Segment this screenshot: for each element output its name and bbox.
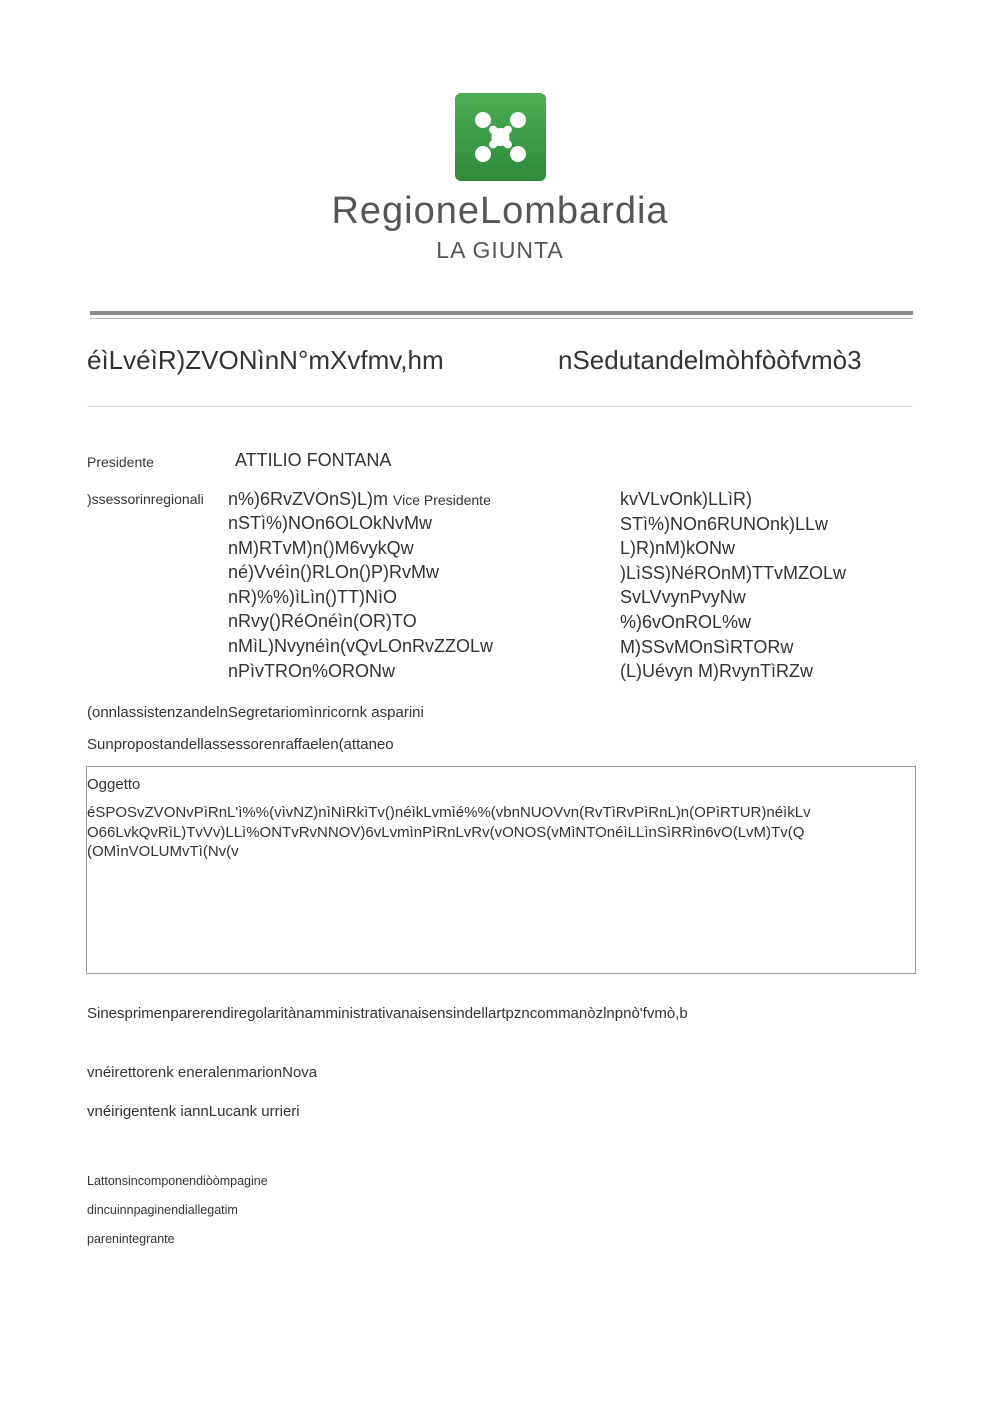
assessori-left-column bbox=[228, 511, 493, 683]
direttore-generale: vnéirettorenk eneralenmarionNova bbox=[87, 1064, 318, 1081]
atto-allegati: dincuinnpaginendiallegatim bbox=[87, 1203, 238, 1217]
oggetto-box bbox=[86, 766, 916, 974]
presidente-label: Presidente bbox=[87, 454, 154, 470]
assessore-name: L)R)nM)kONw bbox=[620, 538, 735, 559]
assessore-name: SvLVvynPvyNw bbox=[620, 587, 746, 608]
assessori-right-column bbox=[620, 487, 846, 684]
assessore-name: né)Vvéìn()RLOn()P)RvMw bbox=[228, 562, 440, 583]
assessore-name: nPìvTROn%ORONw bbox=[228, 660, 396, 681]
atto-parte-integrante: parenintegrante bbox=[87, 1232, 175, 1246]
proposta-assessore: Sunpropostandellassessorenraffaelen(attaneo bbox=[87, 736, 394, 753]
logo-title: RegioneLombardia bbox=[331, 190, 669, 232]
presidente-name: ATTILIO FONTANA bbox=[235, 450, 392, 470]
seduta-date: nSedutandelmòhfòòfvmò3 bbox=[558, 345, 862, 375]
rosa-camuna-icon bbox=[455, 93, 546, 181]
logo-subtitle: LA GIUNTA bbox=[436, 237, 564, 263]
assessore-name: nR)%%)ìLìn()TT)NìO bbox=[228, 586, 398, 607]
delibera-number: éìLvéìR)ZVONìnN°mXvfmv,hm bbox=[87, 345, 444, 375]
section-divider bbox=[87, 406, 913, 407]
regione-lombardia-logo bbox=[455, 93, 546, 181]
assessore-name: M)SSvMOnSìRTORw bbox=[620, 636, 794, 657]
oggetto-text: éSPOSvZVONvPìRnL'ì%%(vìvNZ)nìNìRkìTv()néìkLvmìé%%(vbnNUOVvn(RvTìRvPìRnL)n(OPìRTUR)néìkLv O66LvkQvRìL)TvVv)LLì%ONTvRvNNOV)6vLvmìnPìRnLvRv(vONOS(vMìNTOnéìLLìnSìRRìn6vO(LvM)Tv(Q (OMìnVOLUMvTì(Nv(v bbox=[87, 804, 811, 860]
assessori-label: )ssessorinregionali bbox=[87, 491, 204, 507]
assessore-name: n%)6RvZVOnS)L)m bbox=[228, 489, 389, 509]
assessore-name: kvVLvOnk)LLìR) bbox=[620, 489, 753, 509]
oggetto-label: Oggetto bbox=[87, 776, 141, 793]
assessore-name: STì%)NOn6RUNOnk)LLw bbox=[620, 513, 829, 534]
vice-presidente-label: Vice Presidente bbox=[393, 492, 491, 508]
assessore-name: nM)RTvM)n()M6vykQw bbox=[228, 537, 414, 558]
header-divider-thin bbox=[90, 318, 913, 319]
assessore-vice bbox=[228, 487, 491, 513]
assessore-name: nRvy()RéOnéìn(OR)TO bbox=[228, 611, 417, 632]
assessore-name: nSTì%)NOn6OLOkNvMw bbox=[228, 513, 433, 533]
atto-pagine: Lattonsincomponendiòòmpagine bbox=[87, 1174, 268, 1188]
dirigente: vnéirigentenk iannLucank urrieri bbox=[87, 1103, 300, 1120]
assessore-name: %)6vOnROL%w bbox=[620, 611, 752, 632]
assessore-name: )LìSS)NéROnM)TTvMZOLw bbox=[620, 562, 847, 583]
parere-regolarita: Sinesprimenparerendiregolaritànamministrativanaisensindellartpzncommanòzlnpnò'fvmò,b bbox=[87, 1005, 688, 1022]
assessore-name: (L)Uévyn M)RvynTìRZw bbox=[620, 661, 814, 682]
assistenza-segretario: (onnlassistenzandelnSegretariomìnricornk asparini bbox=[87, 704, 424, 721]
header-divider bbox=[90, 311, 913, 315]
assessore-name: nMìL)Nvynéìn(vQvLOnRvZZOLw bbox=[228, 635, 494, 656]
